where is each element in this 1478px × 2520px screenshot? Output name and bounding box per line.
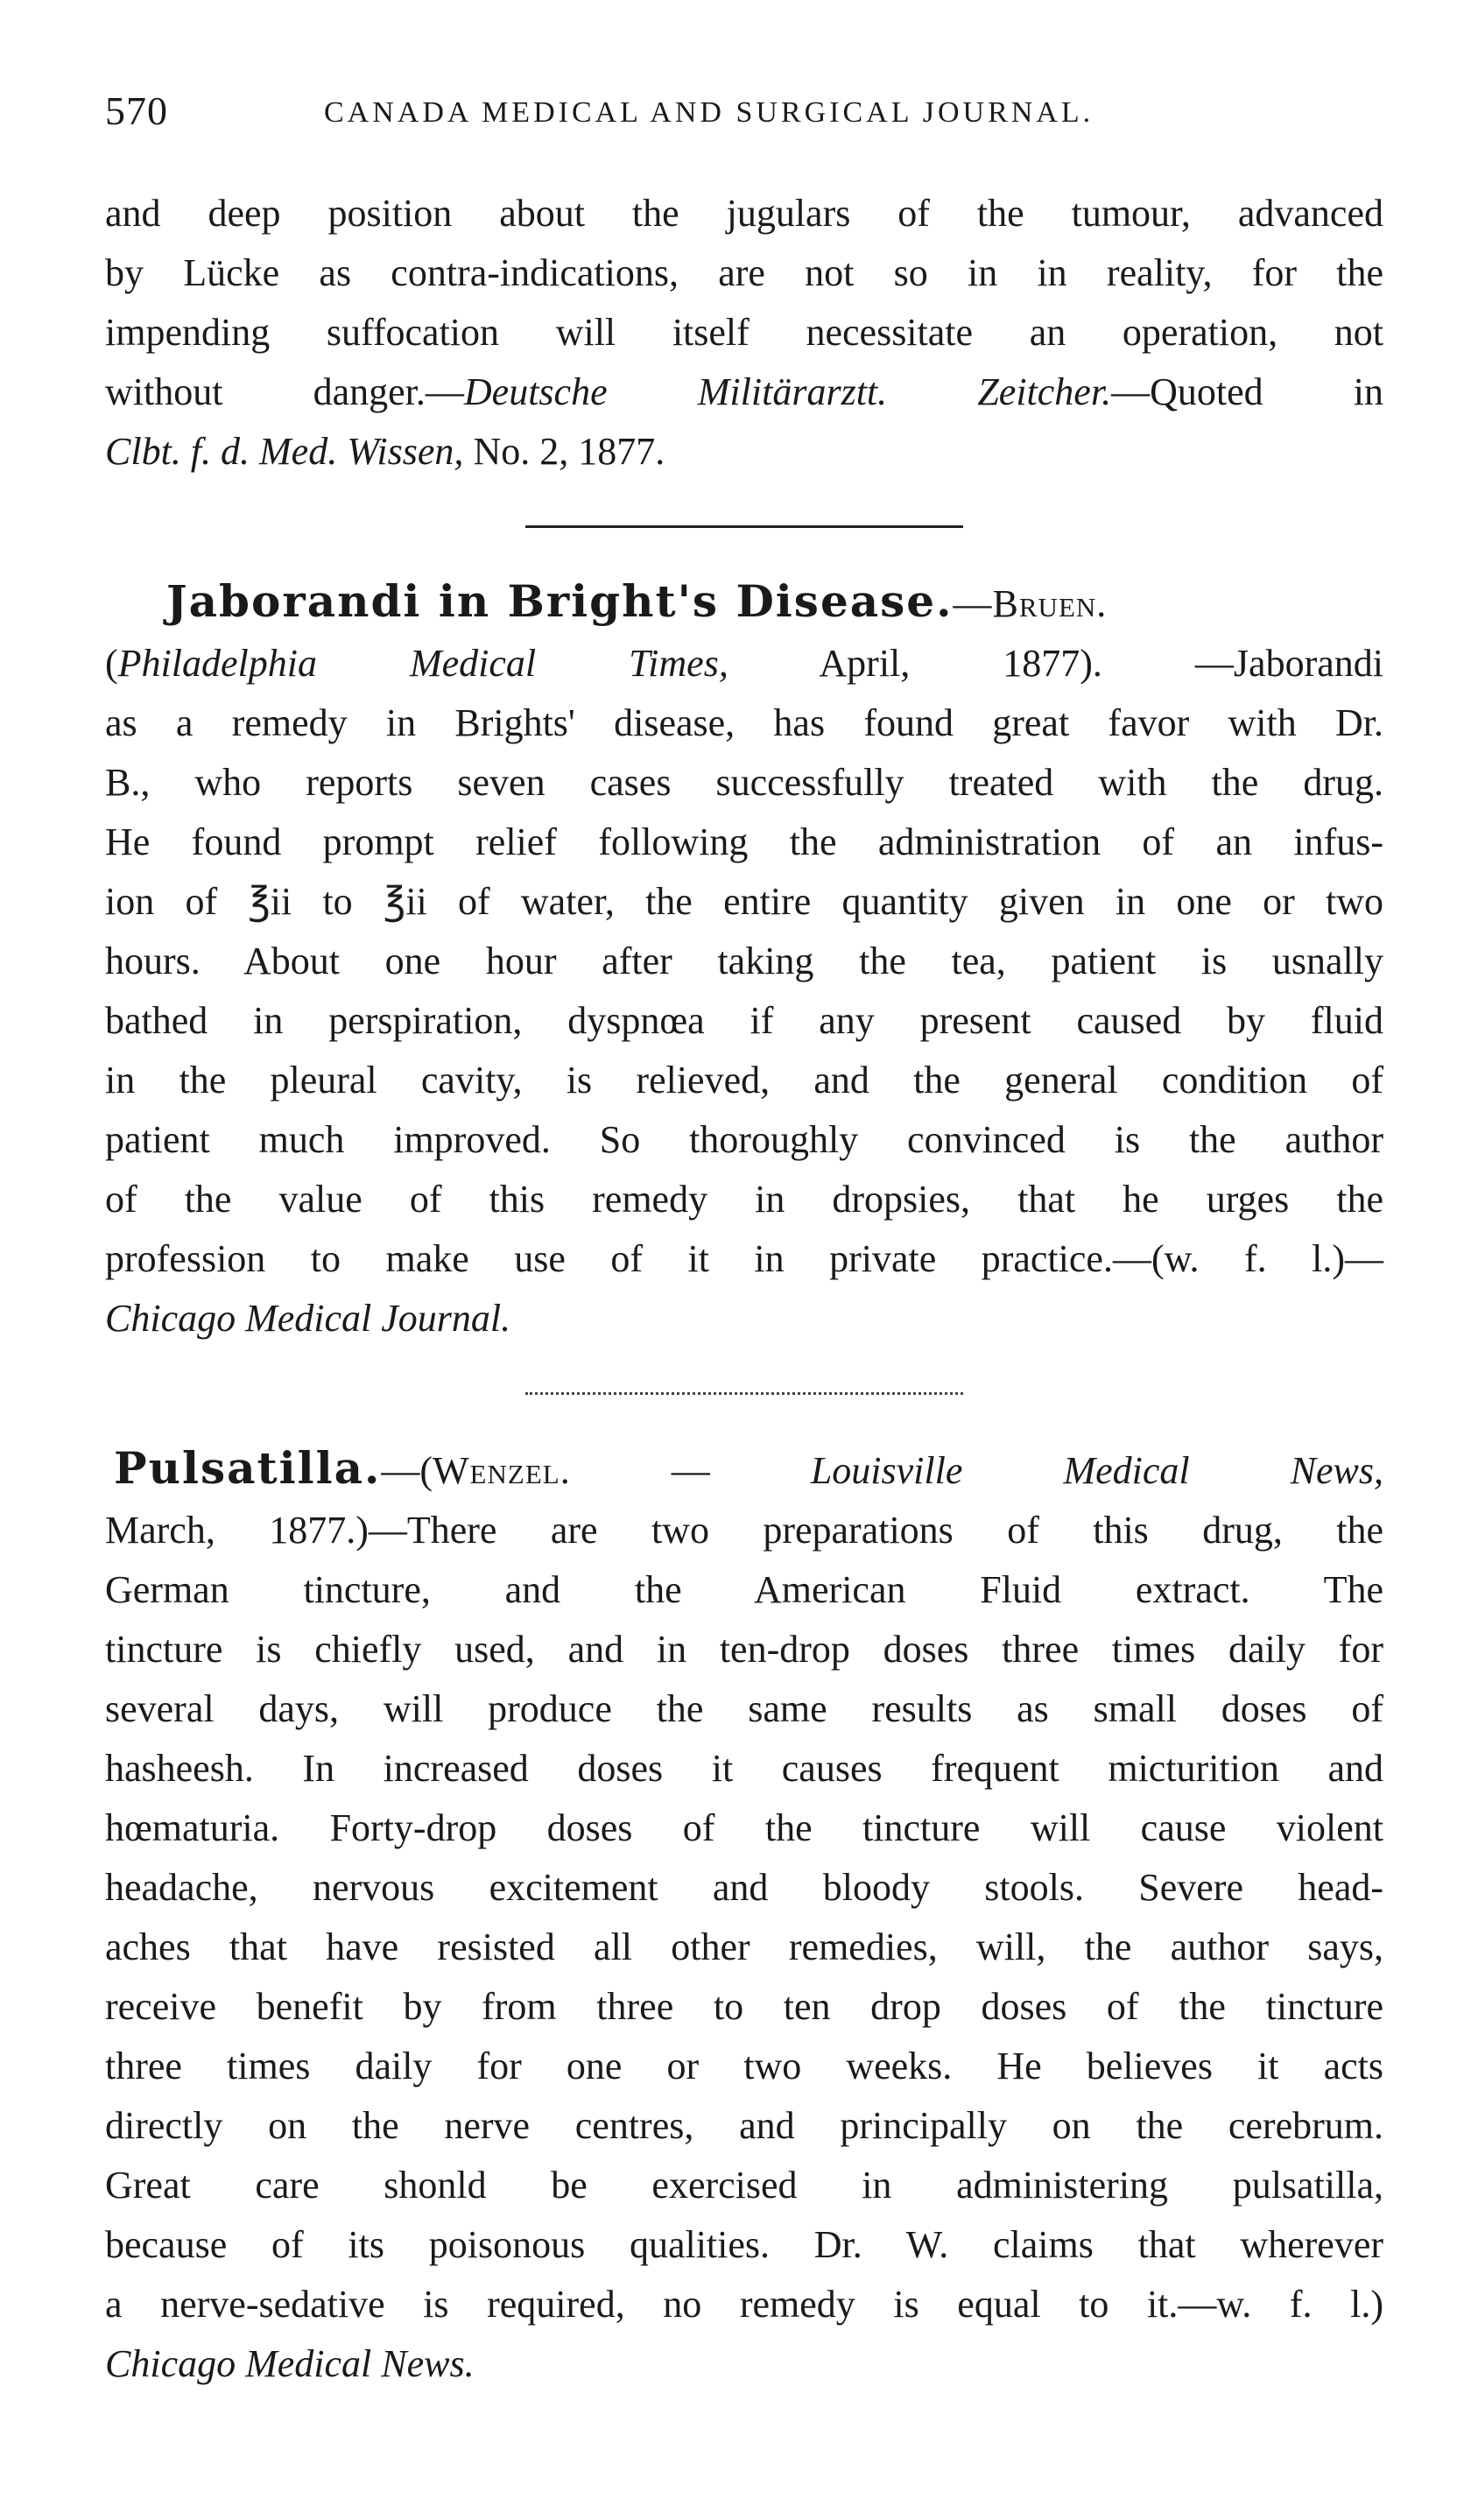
text-line: hasheesh. In increased doses it causes frequent micturition and [105,1747,1383,1790]
text-line: B., who reports seven cases successfully treated with the drug. [105,761,1383,804]
article-author: —Bruen. [953,582,1108,625]
running-head [105,88,1383,149]
source-citation: Louisville Medical News, [810,1449,1384,1492]
text-line: of the value of this remedy in dropsies, that he urges the [105,1178,1383,1221]
text-line: bathed in perspiration, dyspnœa if any present caused by fluid [105,999,1383,1042]
text-line: ion of ℥ii to ℥ii of water, the entire quantity given in one or two [105,880,1383,923]
article-pulsatilla [105,1439,1383,2394]
section-divider [525,1392,963,1395]
text-line: several days, will produce the same results as small doses of [105,1687,1383,1730]
article-author: Wenzel. [433,1449,571,1492]
article-title: Pulsatilla. [114,1442,382,1494]
section-divider [525,525,963,528]
text-fragment: — [570,1449,811,1492]
text-fragment: —Quoted in [1111,370,1383,413]
text-line: hours. About one hour after taking the tea, patient is usnally [105,940,1383,982]
journal-page [105,88,1383,2394]
text-fragment: No. 2, 1877. [463,430,665,473]
text-line: hœmaturia. Forty-drop doses of the tincture will cause violent [105,1806,1383,1849]
text-fragment: —( [381,1449,433,1492]
text-line: impending suffocation will itself necessitate an operation, not [105,311,1383,354]
article-continuation [105,184,1383,482]
source-citation: Chicago Medical News. [105,2342,475,2385]
source-citation: Philadelphia Medical Times, [117,642,728,685]
text-line [105,422,1383,482]
text-line: He found prompt relief following the administration of an infus- [105,820,1383,863]
text-fragment: without danger.— [105,370,464,413]
text-fragment: ( [105,642,118,685]
text-line: tincture is chiefly used, and in ten-drop doses three times daily for [105,1628,1383,1671]
journal-title: CANADA MEDICAL AND SURGICAL JOURNAL. [324,96,1094,129]
article-heading-line [105,572,1383,634]
article-heading-line [105,1439,1383,1501]
text-line [105,634,1383,693]
text-line [105,363,1383,422]
page-number: 570 [105,88,168,133]
article-title: Jaborandi in Bright's Disease. [166,575,954,627]
text-line: profession to make use of it in private practice.—(w. f. l.)— [105,1237,1383,1280]
source-citation: Chicago Medical Journal. [105,1297,511,1340]
text-line: German tincture, and the American Fluid extract. The [105,1568,1383,1611]
source-citation: Clbt. f. d. Med. Wissen, [105,430,464,473]
text-line: patient much improved. So thoroughly convinced is the author [105,1118,1383,1161]
article-jaborandi [105,572,1383,1348]
text-line: in the pleural cavity, is relieved, and the general condition of [105,1059,1383,1102]
text-line: because of its poisonous qualities. Dr. W. claims that wherever [105,2223,1383,2266]
text-fragment: April, 1877). —Jaborandi [728,642,1383,685]
text-line: headache, nervous excitement and bloody stools. Severe head- [105,1866,1383,1909]
source-citation: Deutsche Militärarztt. Zeitcher. [463,370,1112,413]
text-line: as a remedy in Brights' disease, has found great favor with Dr. [105,701,1383,744]
text-line: by Lücke as contra-indications, are not so in in reality, for the [105,251,1383,294]
text-line: directly on the nerve centres, and principally on the cerebrum. [105,2104,1383,2147]
text-line: March, 1877.)—There are two preparations of this drug, the [105,1509,1383,1552]
text-line: aches that have resisted all other remedies, will, the author says, [105,1925,1383,1968]
text-line: a nerve-sedative is required, no remedy is equal to it.—w. f. l.) [105,2283,1383,2326]
text-line: receive benefit by from three to ten drop doses of the tincture [105,1985,1383,2028]
text-line: Great care shonld be exercised in administering pulsatilla, [105,2164,1383,2207]
text-line: and deep position about the jugulars of the tumour, advanced [105,192,1383,235]
text-line: three times daily for one or two weeks. He believes it acts [105,2045,1383,2087]
